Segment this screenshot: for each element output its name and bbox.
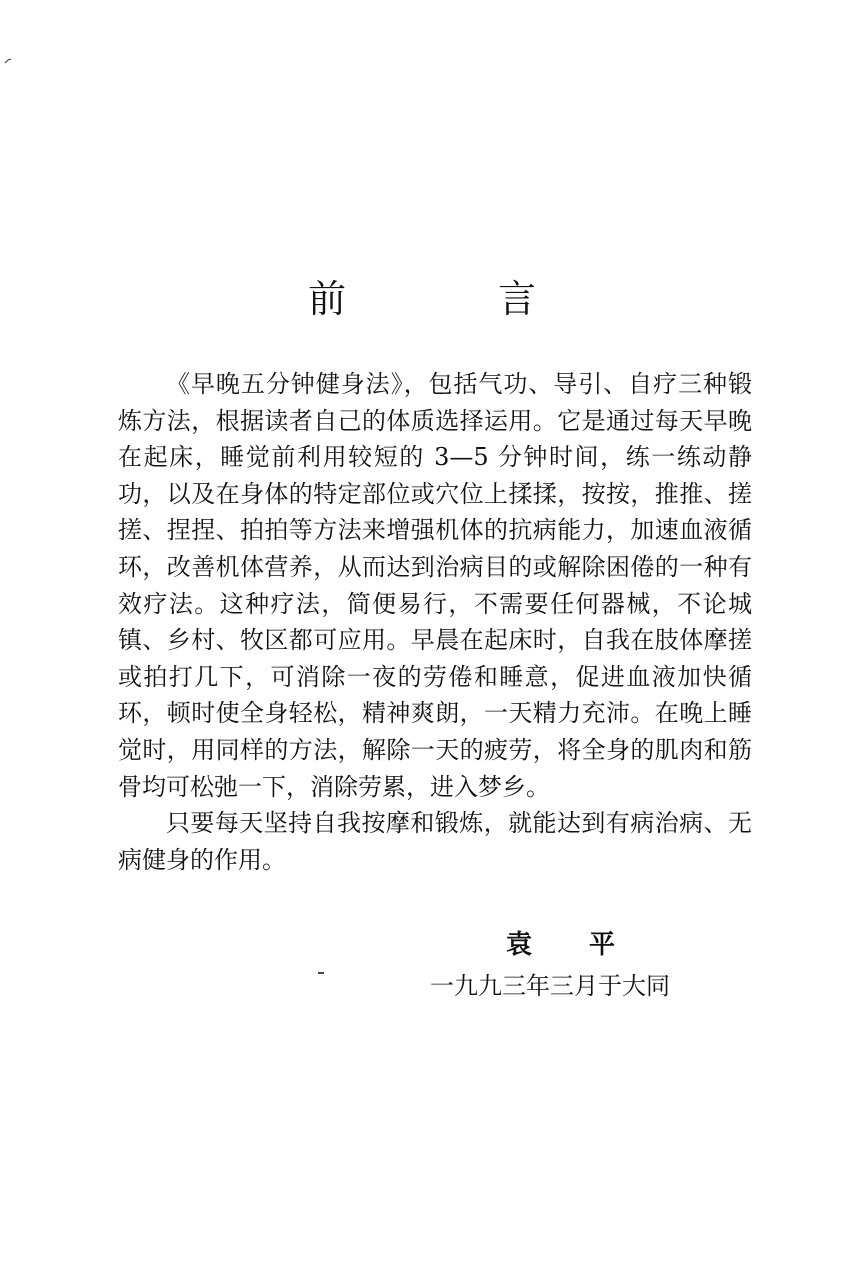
stray-dash-mark [318,972,324,974]
preface-paragraph-2: 只要每天坚持自我按摩和锻炼，就能达到有病治病、无病健身的作用。 [118,809,752,874]
author-signature: 袁 平 [506,930,640,960]
page-speck-mark [4,58,12,64]
preface-body [118,366,752,878]
page-title: 前 言 [307,277,607,321]
date-place-line: 一九九三年三月于大同 [430,972,670,1000]
preface-paragraph-1: 《早晚五分钟健身法》，包括气功、导引、自疗三种锻炼方法，根据读者自己的体质选择运用。它是通过每天早晚在起床，睡觉前利用较短的 3—5 分钟时间，练一练动静功，以及在身体的特定部位或穴位上揉揉，按按，推推、搓搓、捏捏、拍拍等方法来增强机体的抗病能力，加速血液循环，改善机体营养，从而达到治病目的或解除困倦的一种有效疗法。这种疗法，简便易行，不需要任何器械，不论城镇、乡村、牧区都可应用。早晨在起床时，自我在肢体摩搓或拍打几下，可消除一夜的劳倦和睡意，促进血液加快循环，顿时使全身轻松，精神爽朗，一天精力充沛。在晚上睡觉时，用同样的方法，解除一天的疲劳，将全身的肌肉和筋骨均可松弛一下，消除劳累，进入梦乡。 [118,370,752,801]
